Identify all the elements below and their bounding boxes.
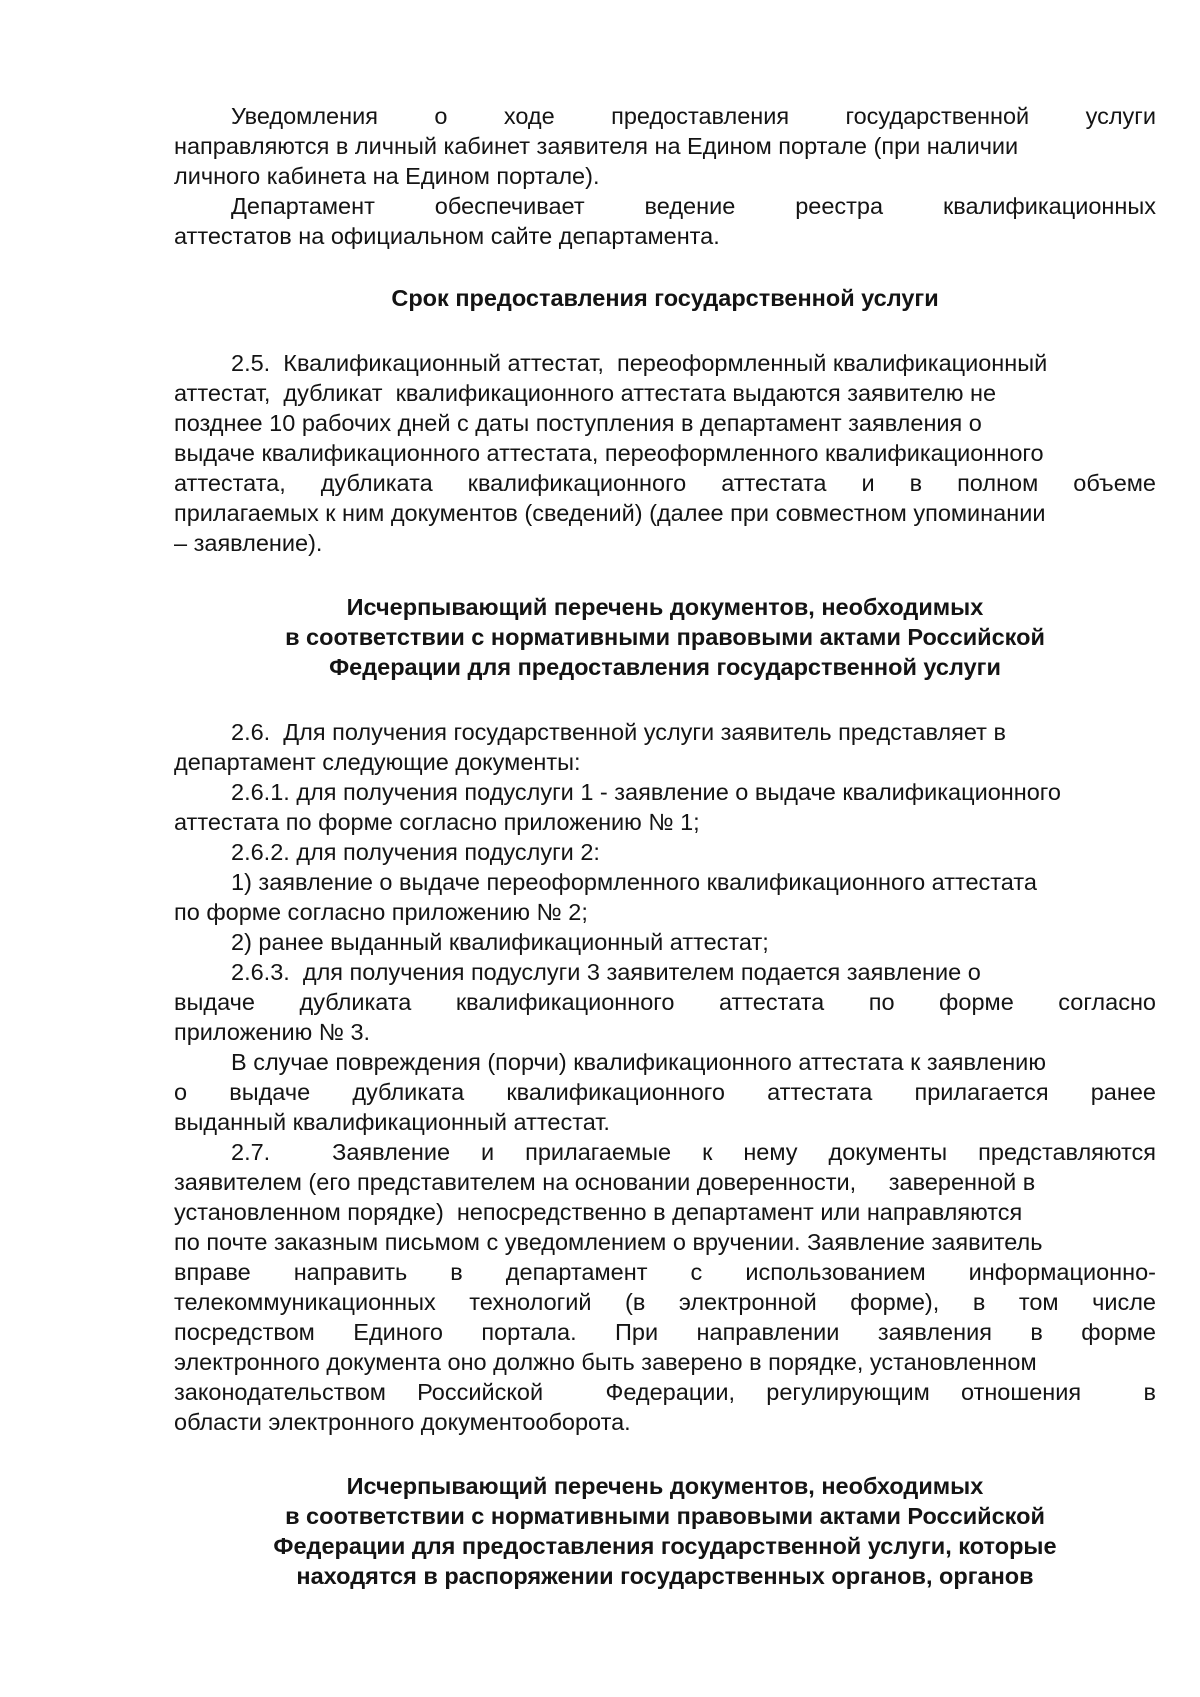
body-text-line: Департамент обеспечивает ведение реестра квалификационных [231, 193, 1156, 219]
body-text-line: законодательством Российской Федерации, регулирующим отношения в [174, 1379, 1156, 1405]
body-text-line: 2.6.2. для получения подуслуги 2: [231, 839, 600, 865]
body-text-line: области электронного документооборота. [174, 1409, 631, 1435]
body-text-line: – заявление). [174, 530, 323, 556]
body-text-line: департамент следующие документы: [174, 749, 581, 775]
body-text-line: по почте заказным письмом с уведомлением о вручении. Заявление заявитель [174, 1229, 1043, 1255]
body-text-line: В случае повреждения (порчи) квалификационного аттестата к заявлению [231, 1049, 1046, 1075]
body-text-line: посредством Единого портала. При направлении заявления в форме [174, 1319, 1156, 1345]
section-heading: Срок предоставления государственной услуги [391, 285, 939, 311]
body-text-line: установленном порядке) непосредственно в департамент или направляются [174, 1199, 1023, 1225]
body-text-line: телекоммуникационных технологий (в электронной форме), в том числе [174, 1289, 1156, 1315]
body-text-line: личного кабинета на Едином портале). [174, 163, 600, 189]
body-text-line: позднее 10 рабочих дней с даты поступления в департамент заявления о [174, 410, 982, 436]
body-text-line: аттестат, дубликат квалификационного аттестата выдаются заявителю не [174, 380, 997, 406]
body-text-line: 2.6.1. для получения подуслуги 1 - заявление о выдаче квалификационного [231, 779, 1061, 805]
list-item: 1) заявление о выдаче переоформленного квалификационного аттестата [231, 869, 1037, 895]
body-text-line: электронного документа оно должно быть заверено в порядке, установленном [174, 1349, 1037, 1375]
section-heading: Федерации для предоставления государственной услуги, которые [273, 1533, 1057, 1559]
body-text-line: аттестата, дубликата квалификационного аттестата и в полном объеме [174, 470, 1156, 496]
body-text-line: направляются в личный кабинет заявителя на Едином портале (при наличии [174, 133, 1019, 159]
body-text-line: выданный квалификационный аттестат. [174, 1109, 610, 1135]
body-text-line: 2.7. Заявление и прилагаемые к нему документы представляются [231, 1139, 1156, 1165]
body-text-line: прилагаемых к ним документов (сведений) (далее при совместном упоминании [174, 500, 1046, 526]
body-text-line: приложению № 3. [174, 1019, 371, 1045]
section-heading: Исчерпывающий перечень документов, необходимых [346, 1473, 984, 1499]
body-text-line: о выдаче дубликата квалификационного аттестата прилагается ранее [174, 1079, 1156, 1105]
body-text-line: заявителем (его представителем на основании доверенности, заверенной в [174, 1169, 1036, 1195]
section-heading: в соответствии с нормативными правовыми актами Российской [285, 624, 1045, 650]
section-heading: находятся в распоряжении государственных органов, органов [296, 1563, 1034, 1589]
body-text-line: Уведомления о ходе предоставления государственной услуги [231, 103, 1156, 129]
body-text-line: 2.6. Для получения государственной услуги заявитель представляет в [231, 719, 1006, 745]
body-text-line: 2.5. Квалификационный аттестат, переоформленный квалификационный [231, 350, 1048, 376]
body-text-line: вправе направить в департамент с использованием информационно- [174, 1259, 1156, 1285]
section-heading: в соответствии с нормативными правовыми актами Российской [285, 1503, 1045, 1529]
body-text-line: выдаче дубликата квалификационного аттестата по форме согласно [174, 989, 1156, 1015]
section-heading: Исчерпывающий перечень документов, необходимых [346, 594, 984, 620]
section-heading: Федерации для предоставления государственной услуги [329, 654, 1001, 680]
list-item: 2) ранее выданный квалификационный аттестат; [231, 929, 769, 955]
body-text-line: аттестатов на официальном сайте департамента. [174, 223, 720, 249]
body-text-line: по форме согласно приложению № 2; [174, 899, 588, 925]
body-text-line: выдаче квалификационного аттестата, переоформленного квалификационного [174, 440, 1044, 466]
body-text-line: 2.6.3. для получения подуслуги 3 заявителем подается заявление о [231, 959, 981, 985]
body-text-line: аттестата по форме согласно приложению № 1; [174, 809, 700, 835]
